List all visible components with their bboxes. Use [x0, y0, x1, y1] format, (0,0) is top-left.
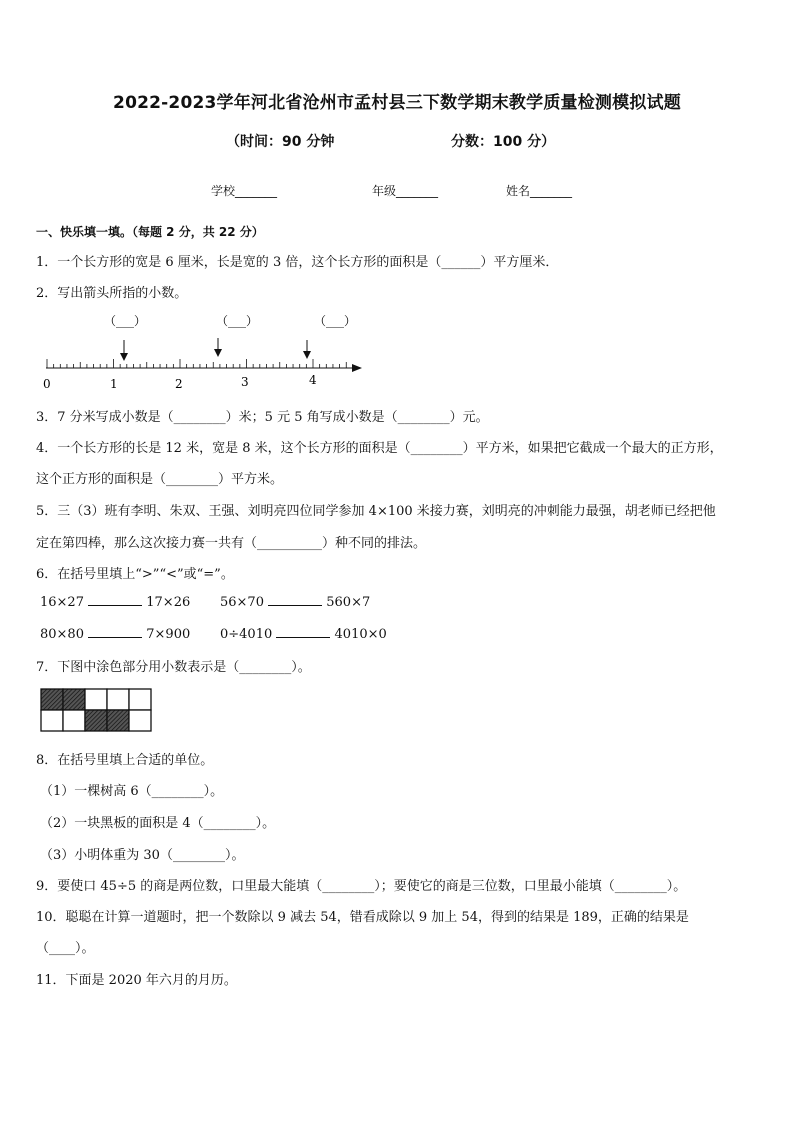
score-label: 分数：100 分） — [451, 134, 556, 150]
question-10-line2: （____）。 — [36, 941, 95, 956]
question-9: 9．要使口 45÷5 的商是两位数，口里最大能填（________）；要使它的商是三位数，口里最小能填（________）。 — [36, 879, 687, 894]
shaded-grid-figure — [40, 687, 160, 735]
arrow-3-icon — [303, 340, 311, 359]
grid-cell — [41, 710, 63, 731]
question-8-text: 8．在括号里填上合适的单位。 — [36, 753, 214, 768]
axis-ticks — [47, 359, 346, 368]
name-field[interactable]: 姓名_______ — [506, 184, 573, 198]
compare-left: 80×80 — [40, 627, 84, 642]
exam-title: 2022-2023学年河北省沧州市孟村县三下数学期末教学质量检测模拟试题 — [113, 93, 681, 113]
axis-arrowhead-icon — [352, 364, 362, 372]
grid-cell — [129, 710, 151, 731]
grid-cell — [107, 689, 129, 710]
grade-field[interactable]: 年级_______ — [372, 184, 439, 198]
question-7-text: 7．下图中涂色部分用小数表示是（________）。 — [36, 660, 311, 675]
compare-right: 560×7 — [326, 595, 371, 610]
question-4-line2: 这个正方形的面积是（________）平方米。 — [36, 472, 284, 487]
question-8-item-1: （1）一棵树高 6（________）。 — [40, 784, 224, 799]
section-heading: 一、快乐填一填。（每题 2 分，共 22 分） — [36, 225, 264, 239]
compare-item-1 — [40, 593, 190, 610]
question-3: 3．7 分米写成小数是（________）米；5 元 5 角写成小数是（________）元。 — [36, 410, 489, 425]
compare-blank[interactable] — [88, 625, 142, 638]
arrow-1-icon — [120, 340, 128, 361]
tick-label-3: 3 — [241, 375, 249, 389]
compare-blank[interactable] — [268, 593, 322, 606]
compare-left: 16×27 — [40, 595, 84, 610]
compare-item-4 — [220, 625, 387, 642]
tick-label-2: 2 — [175, 377, 183, 390]
question-8-item-3: （3）小明体重为 30（________）。 — [40, 848, 245, 863]
grid-cells — [41, 689, 151, 731]
grid-cell — [129, 689, 151, 710]
compare-right: 4010×0 — [334, 627, 387, 642]
question-1: 1．一个长方形的宽是 6 厘米，长是宽的 3 倍，这个长方形的面积是（______）平方厘米． — [36, 255, 559, 270]
time-label: （时间：90 分钟 — [226, 134, 335, 150]
tick-label-0: 0 — [43, 377, 51, 390]
question-6-text: 6．在括号里填上“>”“<”或“=”。 — [36, 567, 234, 582]
compare-blank[interactable] — [88, 593, 142, 606]
tick-label-1: 1 — [110, 377, 118, 390]
question-10-line1: 10．聪聪在计算一道题时，把一个数除以 9 减去 54，错看成除以 9 加上 54，得到的结果是 189，正确的结果是 — [36, 910, 689, 925]
tick-label-4: 4 — [309, 373, 317, 387]
compare-right: 7×900 — [146, 627, 191, 642]
compare-right: 17×26 — [146, 595, 191, 610]
arrow-blank-2[interactable]: （___） — [216, 314, 259, 328]
arrow-blank-3[interactable]: （___） — [314, 314, 357, 328]
number-line-figure — [0, 310, 794, 390]
school-field[interactable]: 学校_______ — [211, 184, 278, 198]
compare-item-2 — [220, 593, 370, 610]
compare-left: 56×70 — [220, 595, 264, 610]
question-2-text: 2．写出箭头所指的小数。 — [36, 286, 188, 301]
grid-cell-shaded — [85, 710, 107, 731]
grid-cell — [85, 689, 107, 710]
compare-blank[interactable] — [276, 625, 330, 638]
grid-cell-shaded — [107, 710, 129, 731]
question-8-item-2: （2）一块黑板的面积是 4（________）。 — [40, 816, 276, 831]
question-4-line1: 4．一个长方形的长是 12 米，宽是 8 米，这个长方形的面积是（________）平方米，如果把它截成一个最大的正方形， — [36, 441, 723, 456]
compare-item-3 — [40, 625, 190, 642]
compare-left: 0÷4010 — [220, 627, 273, 642]
arrow-blank-1[interactable]: （___） — [104, 314, 147, 328]
question-5-line1: 5．三（3）班有李明、朱双、王强、刘明亮四位同学参加 4×100 米接力赛，刘明亮的冲刺能力最强，胡老师已经把他 — [36, 504, 716, 519]
question-11: 11．下面是 2020 年六月的月历。 — [36, 973, 237, 988]
grid-cell — [63, 710, 85, 731]
grid-cell-shaded — [63, 689, 85, 710]
arrow-2-icon — [214, 338, 222, 357]
grid-cell-shaded — [41, 689, 63, 710]
question-5-line2: 定在第四棒，那么这次接力赛一共有（__________）种不同的排法。 — [36, 536, 427, 551]
